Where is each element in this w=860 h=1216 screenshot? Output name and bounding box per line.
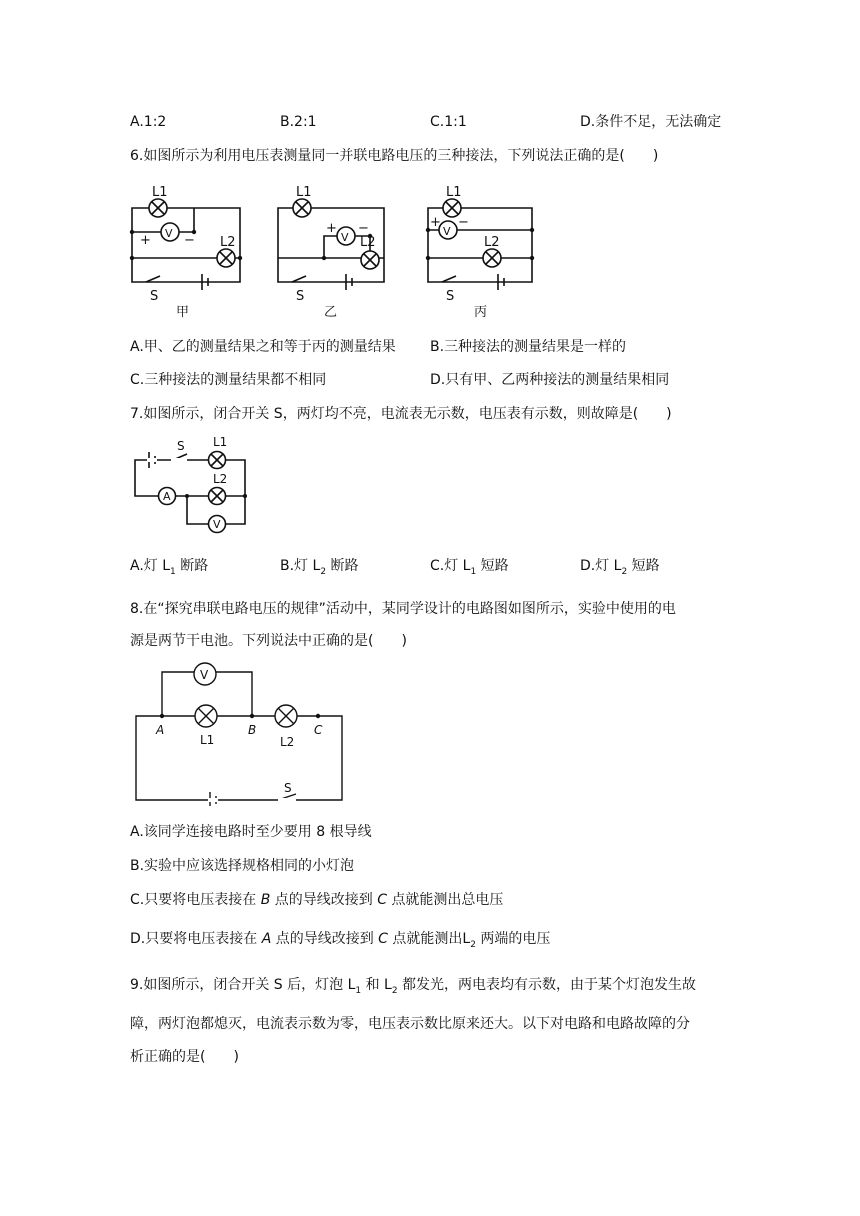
q5-option-b: B.2:1 — [280, 114, 317, 130]
q8-fig-a: A — [156, 723, 165, 737]
q6-fig-bing-s: S — [446, 289, 455, 304]
q9-line2: 障，两灯泡都熄灭，电流表示数为零，电压表示数比原来还大。以下对电路和电路故障的分 — [130, 1016, 690, 1032]
q6-fig-jia-title: 甲 — [176, 305, 190, 320]
q6-fig-jia-minus: − — [184, 233, 195, 248]
q8-stem-line2: 源是两节干电池。下列说法中正确的是( ) — [130, 633, 407, 649]
q8-fig-l2: L2 — [280, 735, 295, 749]
q6-fig-bing-plus: + — [430, 215, 441, 230]
q8-circuit-figure — [128, 660, 352, 806]
q6-fig-yi-l2: L2 — [360, 235, 376, 250]
q6-option-b: B.三种接法的测量结果是一样的 — [430, 339, 627, 355]
q7-fig-s: S — [177, 439, 185, 453]
q5-option-a: A.1:2 — [130, 114, 167, 130]
q9-line3: 析正确的是( ) — [130, 1049, 239, 1065]
q8-option-d: D.只要将电压表接在 A 点的导线改接到 C 点就能测出$L_2$ 两端的电压 — [130, 931, 551, 950]
q7-circuit-figure — [125, 432, 265, 538]
q6-fig-bing-title: 丙 — [474, 305, 488, 320]
q6-circuit-figure — [120, 176, 560, 324]
q7-fig-a: A — [163, 490, 171, 503]
q8-option-b: B.实验中应该选择规格相同的小灯泡 — [130, 858, 355, 874]
q9-line1: 9.如图所示，闭合开关 S 后，灯泡 $L_1$ 和 $L_2$ 都发光，两电表均有示数，由于某个灯泡发生故 — [130, 977, 697, 996]
q6-fig-jia-l1: L1 — [152, 185, 168, 200]
q6-fig-jia-s: S — [150, 289, 159, 304]
q6-fig-yi-title: 乙 — [324, 305, 338, 320]
q6-option-a: A.甲、乙的测量结果之和等于丙的测量结果 — [130, 339, 396, 355]
q6-fig-yi-v: V — [341, 231, 349, 244]
q8-stem-line1: 8.在“探究串联电路电压的规律”活动中，某同学设计的电路图如图所示，实验中使用的电 — [130, 601, 676, 617]
q8-fig-c: C — [314, 723, 323, 737]
q6-fig-bing-minus: − — [458, 215, 469, 230]
q8-fig-l1: L1 — [200, 733, 215, 747]
q5-option-d: D.条件不足，无法确定 — [580, 114, 722, 130]
q6-fig-bing-v: V — [443, 225, 451, 238]
q6-fig-jia-plus: + — [140, 233, 151, 248]
q7-fig-v: V — [213, 518, 221, 531]
q6-fig-yi-l1: L1 — [296, 185, 312, 200]
q8-option-c: C.只要将电压表接在 B 点的导线改接到 C 点就能测出总电压 — [130, 892, 504, 908]
q6-option-d: D.只有甲、乙两种接法的测量结果相同 — [430, 372, 670, 388]
q6-fig-jia-v: V — [165, 227, 173, 240]
q7-stem: 7.如图所示，闭合开关 S，两灯均不亮，电流表无示数，电压表有示数，则故障是( ) — [130, 406, 672, 422]
q7-fig-l2: L2 — [213, 472, 228, 486]
q6-fig-bing-l2: L2 — [484, 235, 500, 250]
q8-fig-v: V — [200, 668, 209, 682]
q6-fig-yi-s: S — [296, 289, 305, 304]
q6-fig-yi-minus: − — [358, 221, 369, 236]
q8-option-a: A.该同学连接电路时至少要用 8 根导线 — [130, 824, 372, 840]
q7-option-d: D.灯 $L_2$ 短路 — [580, 558, 660, 577]
q6-fig-jia-l2: L2 — [220, 235, 236, 250]
q6-fig-bing-l1: L1 — [446, 185, 462, 200]
q7-option-a: A.灯 $L_1$ 断路 — [130, 558, 209, 577]
q7-fig-l1: L1 — [213, 435, 228, 449]
q7-option-b: B.灯 $L_2$ 断路 — [280, 558, 359, 577]
q5-option-c: C.1:1 — [430, 114, 467, 130]
q6-option-c: C.三种接法的测量结果都不相同 — [130, 372, 327, 388]
q8-fig-b: B — [248, 723, 257, 737]
q8-fig-s: S — [284, 781, 292, 795]
q7-option-c: C.灯 $L_1$ 短路 — [430, 558, 509, 577]
q6-fig-yi-plus: + — [326, 221, 337, 236]
q6-stem: 6.如图所示为利用电压表测量同一并联电路电压的三种接法，下列说法正确的是( ) — [130, 148, 659, 164]
